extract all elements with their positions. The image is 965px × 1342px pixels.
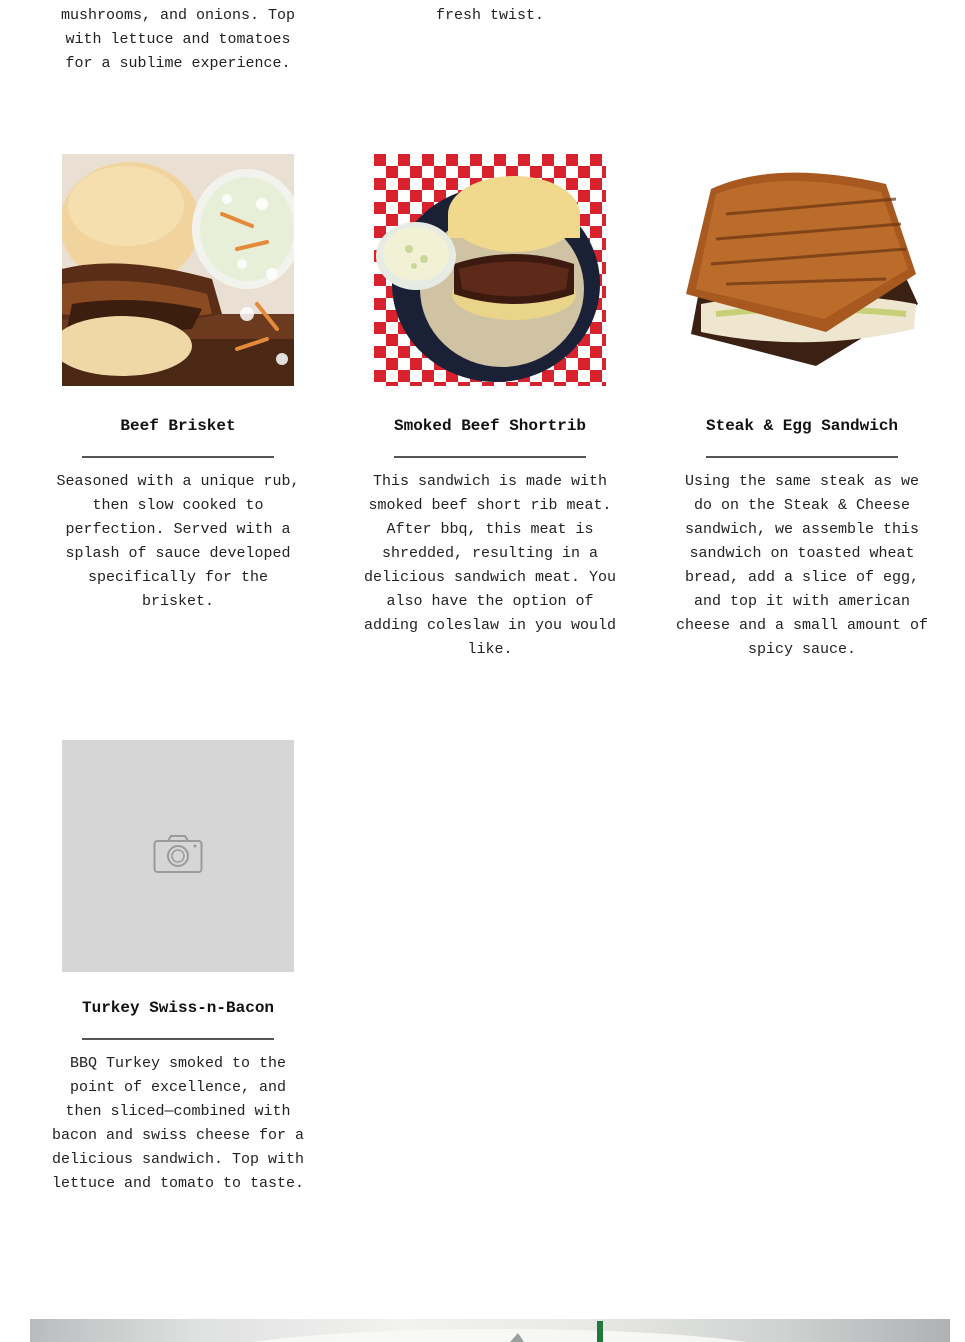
item-description-turkey-swiss-n-bacon: BBQ Turkey smoked to the point of excellence, and then sliced—combined with bacon and swiss cheese for a delicious sandwich. Top with lettuce and tomato to taste.: [51, 1055, 305, 1192]
item-description-smoked-beef-shortrib: This sandwich is made with smoked beef short rib meat. After bbq, this meat is shredded, resulting in a delicious sandwich meat. You also have the option of adding coleslaw in you would like.: [363, 473, 617, 658]
item-description-steak-egg-sandwich: Using the same steak as we do on the Steak & Cheese sandwich, we assemble this sandwich on toasted wheat bread, add a slice of egg, and top it with american cheese and a small amount of spicy sauce.: [675, 473, 929, 658]
item-title-beef-brisket: Beef Brisket: [120, 417, 236, 435]
beef-brisket-image[interactable]: [62, 154, 294, 386]
item-description-previous-left: mushrooms, and onions. Top with lettuce and tomatoes for a sublime experience.: [60, 7, 296, 72]
section-banner-image: [30, 1319, 950, 1342]
item-description-beef-brisket: Seasoned with a unique rub, then slow cooked to perfection. Served with a splash of sauce developed specifically for the brisket.: [56, 473, 300, 610]
item-title-steak-egg-sandwich: Steak & Egg Sandwich: [705, 417, 899, 435]
item-description-previous-middle: fresh twist.: [435, 7, 545, 24]
item-divider: [82, 456, 274, 458]
item-title-smoked-beef-shortrib: Smoked Beef Shortrib: [393, 417, 587, 435]
turkey-swiss-n-bacon-image-placeholder[interactable]: [62, 740, 294, 972]
item-title-turkey-swiss-n-bacon: Turkey Swiss-n-Bacon: [81, 999, 275, 1017]
smoked-beef-shortrib-image[interactable]: [374, 154, 606, 386]
camera-icon: [153, 834, 203, 879]
item-divider: [706, 456, 898, 458]
steak-egg-sandwich-image[interactable]: [686, 154, 918, 386]
item-divider: [82, 1038, 274, 1040]
item-divider: [394, 456, 586, 458]
